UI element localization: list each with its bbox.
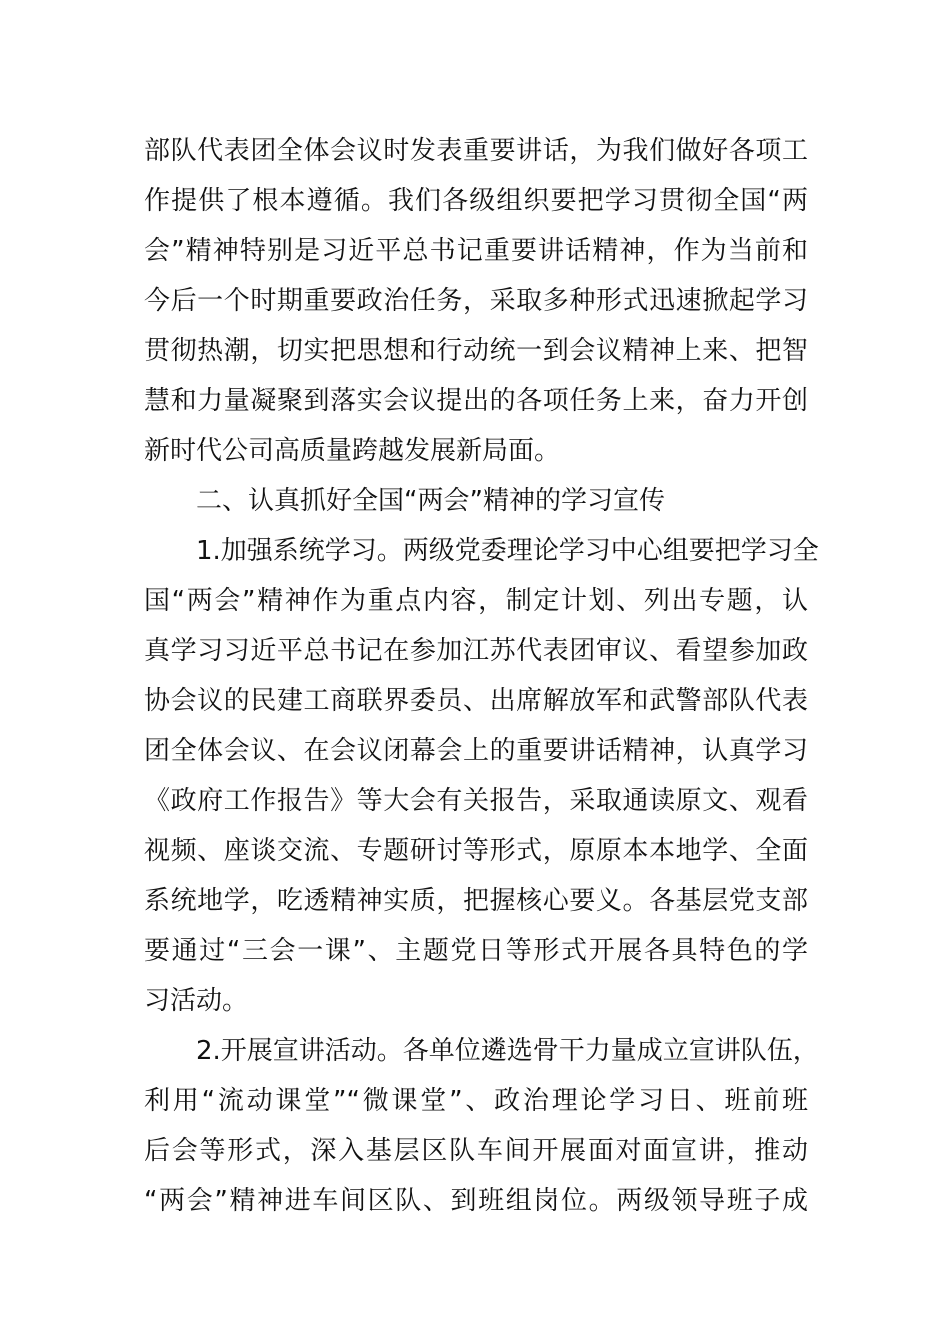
text-line: 真学习习近平总书记在参加江苏代表团审议、看望参加政 [144, 636, 808, 666]
text-line: 慧和力量凝聚到落实会议提出的各项任务上来，奋力开创 [144, 386, 808, 416]
text-line: 后会等形式，深入基层区队车间开展面对面宣讲，推动 [144, 1136, 808, 1166]
text-line: 协会议的民建工商联界委员、出席解放军和武警部队代表 [144, 686, 808, 716]
text-line: 1.加强系统学习。两级党委理论学习中心组要把学习全 [196, 536, 819, 566]
section-heading: 二、认真抓好全国“两会”精神的学习宣传 [196, 486, 665, 516]
text-line: 视频、座谈交流、专题研讨等形式，原原本本地学、全面 [144, 836, 808, 866]
text-line: 团全体会议、在会议闭幕会上的重要讲话精神，认真学习 [144, 736, 808, 766]
text-line: 国“两会”精神作为重点内容，制定计划、列出专题，认 [144, 586, 808, 616]
text-line: 会”精神特别是习近平总书记重要讲话精神，作为当前和 [144, 236, 808, 266]
text-line: 利用“流动课堂”“微课堂”、政治理论学习日、班前班 [144, 1086, 808, 1116]
text-line: 今后一个时期重要政治任务，采取多种形式迅速掀起学习 [144, 286, 808, 316]
text-line: 习活动。 [144, 986, 249, 1016]
text-line: 新时代公司高质量跨越发展新局面。 [144, 436, 561, 466]
document-body [144, 126, 819, 1226]
text-line: “两会”精神进车间区队、到班组岗位。两级领导班子成 [144, 1186, 808, 1216]
text-line: 要通过“三会一课”、主题党日等形式开展各具特色的学 [144, 936, 808, 966]
text-line: 作提供了根本遵循。我们各级组织要把学习贯彻全国“两 [144, 186, 808, 216]
text-line: 《政府工作报告》等大会有关报告，采取通读原文、观看 [144, 786, 808, 816]
text-line: 部队代表团全体会议时发表重要讲话，为我们做好各项工 [144, 136, 808, 166]
text-line: 贯彻热潮，切实把思想和行动统一到会议精神上来、把智 [144, 336, 808, 366]
text-line: 系统地学，吃透精神实质，把握核心要义。各基层党支部 [144, 886, 808, 916]
text-line: 2.开展宣讲活动。各单位遴选骨干力量成立宣讲队伍， [196, 1036, 819, 1066]
